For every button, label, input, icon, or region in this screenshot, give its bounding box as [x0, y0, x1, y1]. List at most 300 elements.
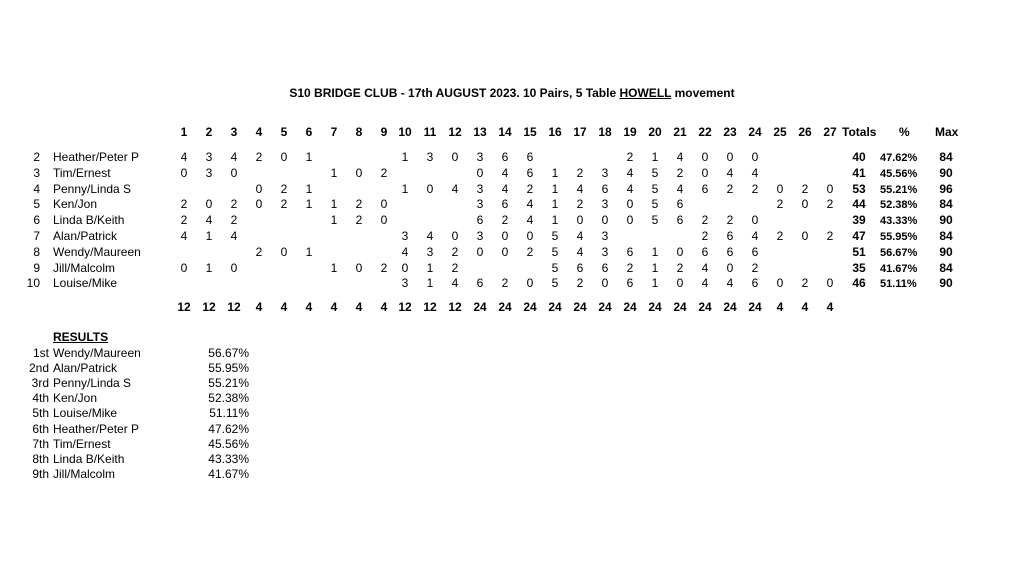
score-cell: 1 [551, 165, 559, 180]
column-total: 12 [398, 300, 412, 314]
score-cell: 2 [230, 213, 238, 228]
pair-total: 41 [852, 165, 866, 180]
score-cell: 2 [626, 150, 634, 164]
pair-name: Wendy/Maureen [53, 244, 141, 259]
row-number: 3 [33, 165, 40, 180]
score-cell: 0 [826, 181, 834, 196]
score-cell: 2 [451, 244, 459, 259]
score-cell: 0 [826, 276, 834, 291]
score-cell: 4 [451, 276, 459, 291]
result-place: 5th [32, 406, 49, 421]
pair-max: 90 [939, 213, 953, 228]
column-header: 18 [598, 125, 612, 139]
score-cell: 1 [651, 276, 659, 291]
title-suffix: movement [671, 86, 735, 100]
column-total: 24 [598, 300, 612, 314]
title-prefix: S10 BRIDGE CLUB - 17th AUGUST 2023. 10 Pairs, 5 Table [289, 86, 620, 100]
pair-name: Jill/Malcolm [53, 260, 116, 275]
pair-total: 39 [852, 213, 866, 228]
score-cell: 1 [305, 150, 313, 164]
score-cell: 2 [501, 213, 509, 228]
column-header: 15 [523, 125, 537, 139]
score-cell: 0 [751, 213, 759, 228]
score-cell: 0 [476, 244, 484, 259]
score-cell: 4 [451, 181, 459, 196]
column-total: 4 [776, 300, 784, 314]
column-total: 4 [826, 300, 834, 314]
score-cell: 6 [726, 229, 734, 243]
score-cell: 2 [676, 165, 684, 180]
score-cell: 3 [601, 197, 609, 212]
score-cell: 2 [451, 260, 459, 275]
row-number: 4 [33, 181, 40, 196]
score-cell: 6 [526, 150, 534, 164]
row-number: 2 [33, 150, 40, 164]
score-cell: 2 [380, 165, 388, 180]
row-number: 9 [33, 260, 40, 275]
score-cell: 5 [551, 260, 559, 275]
column-header: 21 [673, 125, 687, 139]
score-cell: 4 [576, 229, 584, 243]
column-header: 26 [798, 125, 812, 139]
score-cell: 0 [230, 165, 238, 180]
result-place: 3rd [31, 376, 49, 391]
score-cell: 3 [601, 229, 609, 243]
pair-total: 53 [852, 181, 866, 196]
score-cell: 3 [476, 150, 484, 164]
score-cell: 0 [526, 229, 534, 243]
score-cell: 2 [626, 260, 634, 275]
score-cell: 0 [601, 276, 609, 291]
score-cell: 2 [776, 229, 784, 243]
score-cell: 0 [451, 229, 459, 243]
score-cell: 0 [726, 260, 734, 275]
score-cell: 5 [551, 276, 559, 291]
result-place: 1st [32, 346, 49, 360]
score-cell: 6 [526, 165, 534, 180]
score-cell: 6 [601, 181, 609, 196]
column-header: 16 [548, 125, 562, 139]
score-cell: 4 [576, 244, 584, 259]
score-cell: 2 [576, 165, 584, 180]
score-cell: 2 [180, 197, 188, 212]
pair-total: 46 [852, 276, 866, 291]
score-cell: 0 [776, 276, 784, 291]
score-cell: 0 [501, 244, 509, 259]
score-cell: 6 [676, 197, 684, 212]
result-place: 2nd [28, 361, 49, 376]
score-cell: 0 [776, 181, 784, 196]
pair-total: 40 [852, 150, 866, 164]
pair-max: 90 [939, 165, 953, 180]
column-header: 13 [473, 125, 487, 139]
score-cell: 2 [280, 197, 288, 212]
pair-max: 90 [939, 276, 953, 291]
score-cell: 1 [305, 197, 313, 212]
score-cell: 0 [380, 213, 388, 228]
score-cell: 4 [701, 260, 709, 275]
score-cell: 2 [355, 213, 363, 228]
score-cell: 0 [801, 229, 809, 243]
pair-max: 90 [939, 244, 953, 259]
score-cell: 2 [801, 181, 809, 196]
score-cell: 2 [726, 213, 734, 228]
column-total: 12 [202, 300, 216, 314]
row-number: 5 [33, 197, 40, 212]
column-header: 10 [398, 125, 412, 139]
page-title [0, 86, 1024, 100]
result-percentage: 41.67% [208, 466, 249, 481]
column-total: 24 [498, 300, 512, 314]
score-cell: 1 [651, 260, 659, 275]
score-cell: 6 [701, 181, 709, 196]
score-cell: 2 [380, 260, 388, 275]
score-cell: 4 [180, 150, 188, 164]
score-cell: 6 [751, 244, 759, 259]
pair-percentage: 45.56% [880, 167, 918, 180]
score-cell: 1 [305, 181, 313, 196]
score-cell: 0 [526, 276, 534, 291]
score-cell: 4 [426, 229, 434, 243]
column-total: 4 [801, 300, 809, 314]
column-header: 11 [423, 125, 437, 139]
title-underlined: HOWELL [619, 86, 672, 100]
score-cell: 0 [576, 213, 584, 228]
result-name: Tim/Ernest [53, 436, 111, 451]
score-cell: 4 [230, 150, 238, 164]
pair-name: Alan/Patrick [53, 229, 118, 243]
score-cell: 3 [401, 229, 409, 243]
column-total: 4 [255, 300, 263, 314]
score-cell: 4 [501, 165, 509, 180]
score-cell: 1 [551, 181, 559, 196]
column-header: 20 [648, 125, 662, 139]
score-cell: 6 [501, 197, 509, 212]
result-name: Heather/Peter P [53, 421, 140, 436]
score-cell: 0 [401, 260, 409, 275]
column-header: 12 [448, 125, 462, 139]
score-cell: 1 [330, 213, 338, 228]
pair-name: Penny/Linda S [53, 181, 132, 196]
column-total: 12 [177, 300, 191, 314]
pct-header: % [899, 125, 910, 139]
score-cell: 0 [676, 276, 684, 291]
row-number: 7 [33, 229, 40, 243]
column-total: 24 [648, 300, 662, 314]
totals-header: Totals [842, 125, 877, 139]
score-cell: 0 [701, 150, 709, 164]
pair-name: Heather/Peter P [53, 150, 140, 164]
score-cell: 1 [426, 260, 434, 275]
score-cell: 5 [651, 213, 659, 228]
score-cell: 0 [701, 165, 709, 180]
score-cell: 2 [776, 197, 784, 212]
score-cell: 4 [526, 197, 534, 212]
score-cell: 0 [230, 260, 238, 275]
column-header: 9 [380, 125, 388, 139]
pair-percentage: 52.38% [880, 199, 918, 212]
column-total: 24 [573, 300, 587, 314]
score-cell: 6 [676, 213, 684, 228]
score-cell: 2 [701, 229, 709, 243]
score-cell: 0 [476, 165, 484, 180]
pair-percentage: 47.62% [880, 152, 918, 164]
score-cell: 6 [601, 260, 609, 275]
score-cell: 1 [401, 150, 409, 164]
score-cell: 4 [726, 165, 734, 180]
score-cell: 0 [726, 150, 734, 164]
score-cell: 2 [255, 244, 263, 259]
column-header: 22 [698, 125, 712, 139]
column-total: 24 [748, 300, 762, 314]
score-cell: 2 [801, 276, 809, 291]
score-cell: 2 [676, 260, 684, 275]
score-cell: 1 [551, 197, 559, 212]
score-cell: 6 [751, 276, 759, 291]
score-cell: 0 [451, 150, 459, 164]
score-cell: 4 [676, 150, 684, 164]
result-name: Ken/Jon [53, 391, 98, 406]
score-cell: 4 [626, 181, 634, 196]
score-cell: 3 [205, 150, 213, 164]
score-cell: 3 [476, 197, 484, 212]
score-cell: 1 [551, 213, 559, 228]
score-cell: 0 [280, 150, 288, 164]
score-cell: 1 [651, 244, 659, 259]
column-header: 17 [573, 125, 587, 139]
column-header: 3 [230, 125, 238, 139]
score-cell: 1 [401, 181, 409, 196]
score-cell: 0 [280, 244, 288, 259]
score-cell: 2 [826, 229, 834, 243]
pair-max: 84 [939, 150, 953, 164]
result-place: 7th [32, 436, 49, 451]
column-header: 23 [723, 125, 737, 139]
score-cell: 6 [576, 260, 584, 275]
result-percentage: 55.21% [208, 376, 249, 391]
score-cell: 2 [501, 276, 509, 291]
score-cell: 0 [676, 244, 684, 259]
score-cell: 1 [205, 260, 213, 275]
score-cell: 4 [701, 276, 709, 291]
score-cell: 2 [576, 197, 584, 212]
score-cell: 6 [626, 244, 634, 259]
result-percentage: 51.11% [209, 406, 249, 421]
score-cell: 0 [626, 213, 634, 228]
score-cell: 3 [205, 165, 213, 180]
score-cell: 4 [501, 181, 509, 196]
score-cell: 1 [330, 197, 338, 212]
result-percentage: 56.67% [208, 346, 249, 360]
result-percentage: 55.95% [208, 361, 249, 376]
score-cell: 3 [601, 244, 609, 259]
score-cell: 6 [726, 244, 734, 259]
score-cell: 0 [255, 181, 263, 196]
results-heading: RESULTS [53, 330, 109, 344]
column-total: 24 [523, 300, 537, 314]
score-cell: 3 [401, 276, 409, 291]
score-cell: 2 [255, 150, 263, 164]
pair-total: 47 [852, 229, 866, 243]
score-cell: 2 [726, 181, 734, 196]
score-cell: 4 [526, 213, 534, 228]
result-place: 4th [32, 391, 49, 406]
score-cell: 0 [180, 260, 188, 275]
pair-total: 44 [852, 197, 866, 212]
pair-total: 51 [852, 244, 866, 259]
column-header: 24 [748, 125, 762, 139]
result-name: Jill/Malcolm [53, 466, 116, 481]
result-name: Penny/Linda S [53, 376, 132, 391]
column-header: 6 [305, 125, 313, 139]
pair-percentage: 51.11% [880, 278, 917, 291]
pair-max: 84 [939, 229, 953, 243]
column-total: 24 [723, 300, 737, 314]
column-total: 24 [623, 300, 637, 314]
result-name: Wendy/Maureen [53, 346, 141, 360]
score-cell: 3 [426, 244, 434, 259]
column-header: 19 [623, 125, 637, 139]
column-header: 25 [773, 125, 787, 139]
score-cell: 0 [380, 197, 388, 212]
row-number: 6 [33, 213, 40, 228]
pair-max: 84 [939, 260, 953, 275]
score-cell: 1 [305, 244, 313, 259]
column-total: 12 [423, 300, 437, 314]
score-cell: 6 [626, 276, 634, 291]
column-header: 1 [180, 125, 188, 139]
score-cell: 1 [651, 150, 659, 164]
score-cell: 2 [826, 197, 834, 212]
column-header: 2 [205, 125, 213, 139]
score-cell: 1 [330, 260, 338, 275]
result-name: Linda B/Keith [53, 451, 125, 466]
result-name: Louise/Mike [53, 406, 118, 421]
score-cell: 6 [701, 244, 709, 259]
result-percentage: 45.56% [208, 436, 249, 451]
score-cell: 0 [205, 197, 213, 212]
pair-name: Ken/Jon [53, 197, 98, 212]
score-cell: 0 [426, 181, 434, 196]
pair-max: 96 [939, 181, 953, 196]
score-cell: 4 [676, 181, 684, 196]
score-cell: 5 [551, 244, 559, 259]
result-place: 8th [32, 451, 49, 466]
score-cell: 4 [626, 165, 634, 180]
column-header: 4 [255, 125, 263, 139]
score-cell: 2 [526, 181, 534, 196]
score-cell: 4 [751, 165, 759, 180]
score-cell: 2 [751, 260, 759, 275]
score-cell: 2 [701, 213, 709, 228]
result-percentage: 47.62% [208, 421, 249, 436]
score-cell: 0 [180, 165, 188, 180]
score-cell: 5 [651, 165, 659, 180]
pair-percentage: 55.95% [880, 231, 918, 243]
column-total: 4 [330, 300, 338, 314]
result-percentage: 52.38% [208, 391, 249, 406]
score-cell: 4 [401, 244, 409, 259]
score-cell: 0 [601, 213, 609, 228]
score-cell: 2 [576, 276, 584, 291]
result-place: 6th [32, 421, 49, 436]
score-cell: 4 [576, 181, 584, 196]
column-total: 4 [355, 300, 363, 314]
score-cell: 4 [205, 213, 213, 228]
score-cell: 1 [330, 165, 338, 180]
score-cell: 1 [205, 229, 213, 243]
row-number: 10 [26, 276, 40, 291]
score-cell: 4 [726, 276, 734, 291]
column-total: 4 [380, 300, 388, 314]
score-cell: 4 [751, 229, 759, 243]
column-total: 4 [280, 300, 288, 314]
score-cell: 3 [426, 150, 434, 164]
score-cell: 2 [751, 181, 759, 196]
score-cell: 2 [180, 213, 188, 228]
pair-max: 84 [939, 197, 953, 212]
pair-percentage: 41.67% [880, 262, 918, 275]
score-cell: 5 [651, 181, 659, 196]
score-cell: 1 [426, 276, 434, 291]
row-number: 8 [33, 244, 40, 259]
pair-name: Tim/Ernest [53, 165, 111, 180]
score-cell: 5 [651, 197, 659, 212]
column-total: 4 [305, 300, 313, 314]
score-cell: 6 [476, 213, 484, 228]
column-header: 14 [498, 125, 512, 139]
result-percentage: 43.33% [208, 451, 249, 466]
column-total: 24 [473, 300, 487, 314]
pair-name: Louise/Mike [53, 276, 118, 291]
column-total: 12 [448, 300, 462, 314]
score-cell: 0 [801, 197, 809, 212]
score-cell: 3 [601, 165, 609, 180]
score-cell: 0 [751, 150, 759, 164]
score-cell: 4 [180, 229, 188, 243]
pair-percentage: 55.21% [880, 183, 918, 196]
score-cell: 6 [501, 150, 509, 164]
column-header: 27 [823, 125, 837, 139]
result-name: Alan/Patrick [53, 361, 118, 376]
score-cell: 5 [551, 229, 559, 243]
pair-total: 35 [852, 260, 866, 275]
column-header: 7 [330, 125, 338, 139]
score-cell: 0 [255, 197, 263, 212]
score-cell: 0 [626, 197, 634, 212]
score-cell: 3 [476, 181, 484, 196]
score-cell: 2 [280, 181, 288, 196]
score-cell: 0 [501, 229, 509, 243]
score-cell: 4 [230, 229, 238, 243]
max-header: Max [935, 125, 959, 139]
score-cell: 0 [355, 165, 363, 180]
score-cell: 2 [230, 197, 238, 212]
score-cell: 2 [355, 197, 363, 212]
score-cell: 6 [476, 276, 484, 291]
column-total: 24 [698, 300, 712, 314]
column-total: 12 [227, 300, 241, 314]
pair-percentage: 56.67% [880, 246, 918, 259]
result-place: 9th [32, 466, 49, 481]
column-total: 24 [548, 300, 562, 314]
pair-percentage: 43.33% [880, 215, 918, 228]
score-cell: 3 [476, 229, 484, 243]
column-total: 24 [673, 300, 687, 314]
pair-name: Linda B/Keith [53, 213, 125, 228]
column-header: 8 [355, 125, 363, 139]
score-cell: 0 [355, 260, 363, 275]
